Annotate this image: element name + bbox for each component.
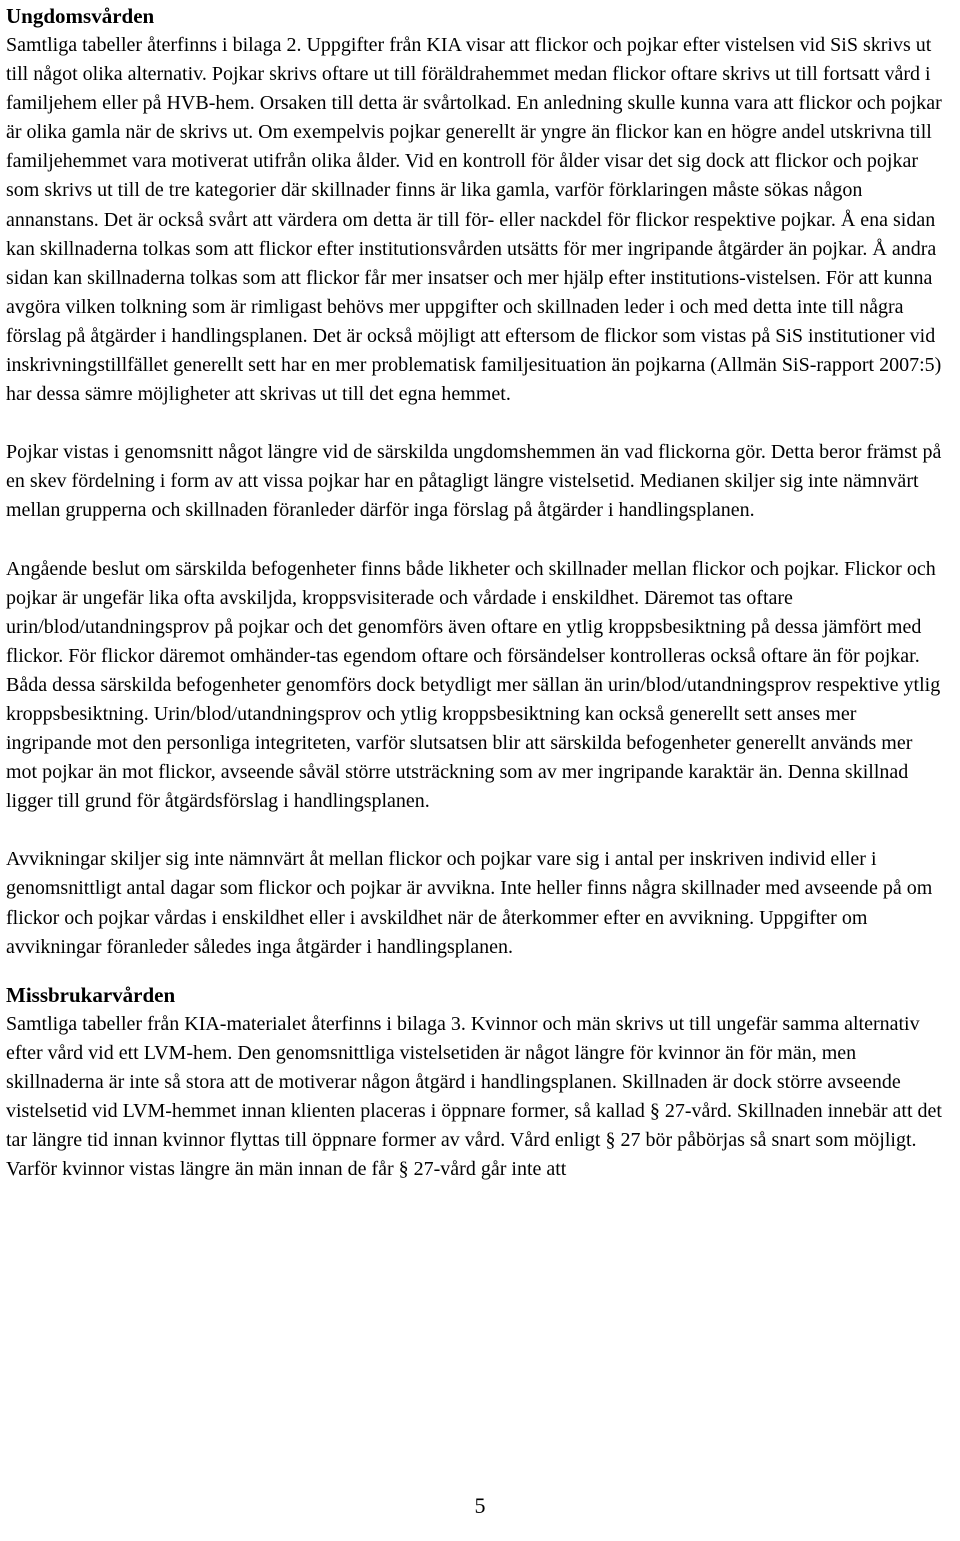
- paragraph: Samtliga tabeller återfinns i bilaga 2. Uppgifter från KIA visar att flickor och pojkar efter vistelsen vid SiS skrivs ut till något olika alternativ. Pojkar skrivs oftare ut till föräldrahemmet medan flickor oftare skrivs ut till fortsatt vård i familjehem eller på HVB-hem. Orsaken till detta är svårtolkad. En anledning skulle kunna vara att flickor och pojkar är olika gamla när de skrivs ut. Om exempelvis pojkar generellt är yngre än flickor kan en högre andel utskrivna till familjehemmet vara motiverat utifrån olika ålder. Vid en kontroll för ålder visar det sig dock att flickor och pojkar som skrivs ut till de tre kategorier där skillnader finns är lika gamla, varför förklaringen måste sökas någon annanstans. Det är också svårt att värdera om detta är till för- eller nackdel för flickor respektive pojkar. Å ena sidan kan skillnaderna tolkas som att flickor efter institutionsvården utsätts för mer ingripande åtgärder än pojkar. Å andra sidan kan skillnaderna tolkas som att flickor får mer insatser och mer hjälp efter institutions-vistelsen. För att kunna avgöra vilken tolkning som är rimligast behövs mer uppgifter och skillnaden leder i och med detta inte till några förslag på åtgärder i handlingsplanen. Det är också möjligt att eftersom de flickor som vistas på SiS institutioner vid inskrivningstillfället generellt sett har en mer problematisk familjesituation än pojkarna (Allmän SiS-rapport 2007:5) har dessa sämre möjligheter att skrivas ut till det egna hemmet.: [6, 34, 942, 406]
- page-number: 5: [474, 1493, 486, 1518]
- section-heading: Ungdomsvården: [6, 4, 155, 28]
- section-heading: Missbrukarvården: [6, 982, 176, 1007]
- section-missbrukarvarden: [6, 981, 944, 1185]
- paragraph: Samtliga tabeller från KIA-materialet återfinns i bilaga 3. Kvinnor och män skrivs ut till ungefär samma alternativ efter vård vid ett LVM-hem. Den genomsnittliga vistelsetiden är något längre för kvinnor än för män, men skillnaderna är inte så stora att de motiverar någon åtgärd i handlingsplanen. Skillnaden är dock större avseende vistelsetid vid LVM-hemmet innan klienten placeras i öppnare former, så kallad § 27-vård. Skillnaden innebär att det tar längre tid innan kvinnor flyttas till öppnare former av vård. Vård enligt § 27 bör påbörjas så snart som möjligt. Varför kvinnor vistas längre än män innan de får § 27-vård går inte att: [6, 1012, 942, 1181]
- document-page: [6, 2, 944, 1184]
- section-ungdomsvarden: [6, 2, 944, 962]
- paragraph: Pojkar vistas i genomsnitt något längre vid de särskilda ungdomshemmen än vad flickorna gör. Detta beror främst på en skev fördelning i form av att vissa pojkar har en påtagligt längre vistelsetid. Medianen skiljer sig inte nämnvärt mellan grupperna och skillnaden föranleder därför inga förslag på åtgärder i handlingsplanen.: [6, 441, 942, 522]
- paragraph: Angående beslut om särskilda befogenheter finns både likheter och skillnader mellan flickor och pojkar. Flickor och pojkar är ungefär lika ofta avskiljda, kroppsvisiterade och vårdade i enskildhet. Däremot tas oftare urin/blod/utandningsprov på pojkar och det genomförs även oftare en ytlig kroppsbesiktning på dessa jämfört med flickor. För flickor däremot omhänder-tas egendom oftare och försändelser kontrolleras också oftare än för pojkar. Båda dessa särskilda befogenheter genomförs dock betydligt mer sällan än urin/blod/utandningsprov respektive ytlig kroppsbesiktning. Urin/blod/utandningsprov och ytlig kroppsbesiktning kan också generellt sett anses mer ingripande mot den personliga integriteten, varför slutsatsen blir att särskilda befogenheter generellt används mer mot pojkar än mot flickor, avseende såväl större utsträckning som av mer ingripande karaktär än. Denna skillnad ligger till grund för åtgärdsförslag i handlingsplanen.: [6, 557, 941, 813]
- paragraph: Avvikningar skiljer sig inte nämnvärt åt mellan flickor och pojkar vare sig i antal per inskriven individ eller i genomsnittligt antal dagar som flickor och pojkar är avvikna. Inte heller finns några skillnader med avseende på om flickor och pojkar vårdas i enskildhet eller i avskildhet när de återkommer efter en avvikning. Uppgifter om avvikningar föranleder således inga åtgärder i handlingsplanen.: [6, 848, 933, 958]
